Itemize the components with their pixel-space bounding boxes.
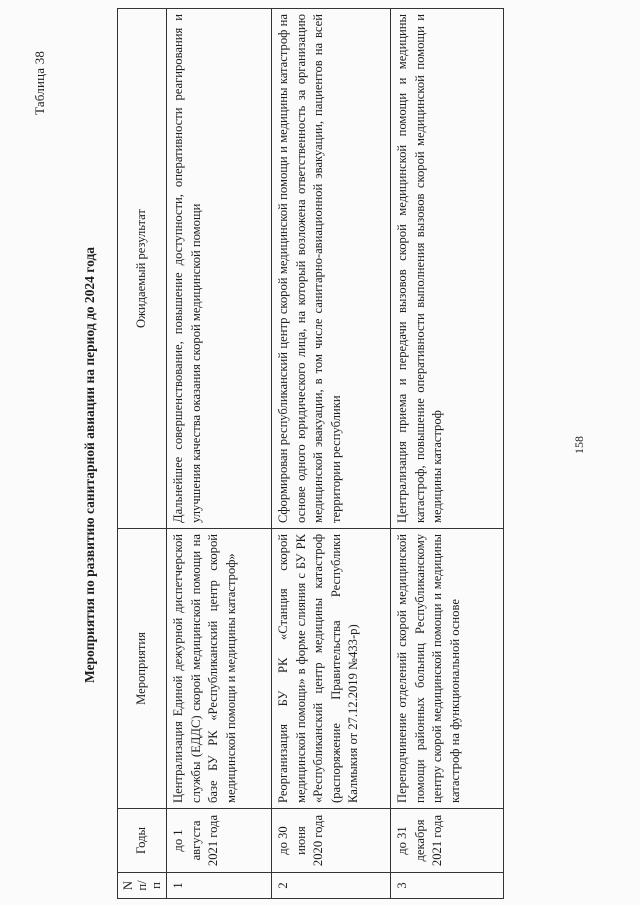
events-table [117,8,504,899]
header-num: N п/п [118,873,167,899]
header-results: Ожидаемый результат [118,9,167,529]
table-row [272,9,391,899]
row-dates: до 31 декабря 2021 года [391,809,504,873]
table-header-row [118,9,167,899]
document-title: Мероприятия по развитию санитарной авиации на период до 2024 года [82,246,97,684]
page-number: 158 [572,436,586,454]
row-result: Сформирован республиканский центр скорой медицинской помощи и медицины катастроф на основе одного юридического лица, на который возложена ответственность за организацию медицинской эвакуации, в том числе санитарно-авиационной эвакуации, пациентов на всей территории республики [272,9,391,529]
row-num: 3 [391,873,504,899]
row-num: 1 [167,873,272,899]
header-actions: Мероприятия [118,529,167,809]
table-row [167,9,272,899]
table-number-label: Таблица 38 [32,50,47,115]
row-result: Централизация приема и передачи вызовов скорой медицинской помощи и медицины катастроф, повышение оперативности выполнения вызовов скорой медицинской помощи и медицины катастроф [391,9,504,529]
row-dates: до 1 августа 2021 года [167,809,272,873]
row-action: Централизация Единой дежурной диспетчерской службы (ЕДДС) скорой медицинской помощи на базе БУ РК «Республиканский центр скорой медицинской помощи и медицины катастроф» [167,529,272,809]
row-action: Переподчинение отделений скорой медицинской помощи районных больниц Республиканскому центру скорой медицинской помощи и медицины катастроф на функциональной основе [391,529,504,809]
header-dates: Годы [118,809,167,873]
table-row [391,9,504,899]
row-action: Реорганизация БУ РК «Станция скорой медицинской помощи» в форме слияния с БУ РК «Республиканский центр медицины катастроф (распоряжение Правительства Республики Калмыкия от 27.12.2019 №433-р) [272,529,391,809]
row-num: 2 [272,873,391,899]
row-dates: до 30 июня 2020 года [272,809,391,873]
row-result: Дальнейшее совершенствование, повышение доступности, оперативности реагирования и улучшения качества оказания скорой медицинской помощи [167,9,272,529]
